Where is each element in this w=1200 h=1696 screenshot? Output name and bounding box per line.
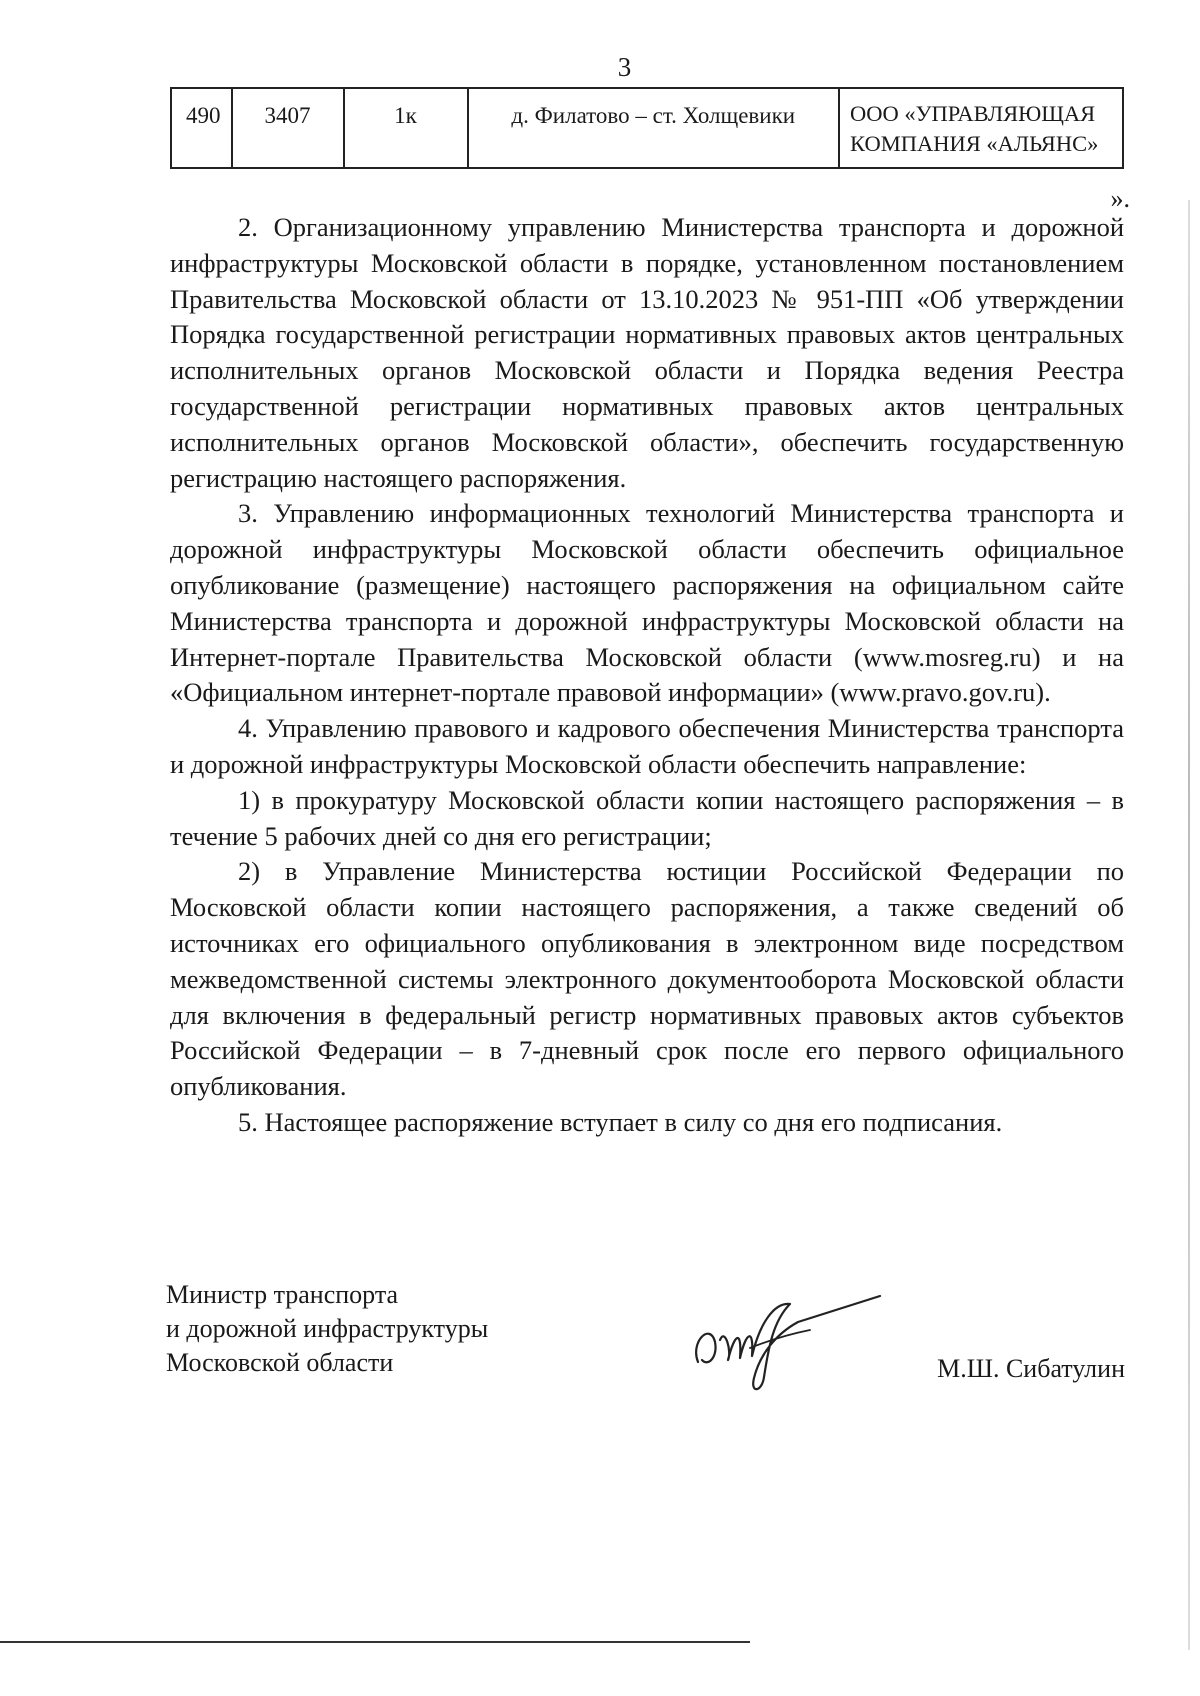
signatory-position xyxy=(166,1278,488,1380)
route-table xyxy=(170,87,1124,169)
position-line-3: Московской области xyxy=(166,1348,394,1377)
carrier-line-1: ООО «УПРАВЛЯЮЩАЯ xyxy=(850,101,1096,126)
carrier-line-2: КОМПАНИЯ «АЛЬЯНС» xyxy=(850,131,1099,156)
cell-registration-number: 3407 xyxy=(232,88,344,168)
paragraph-4-item-1: 1) в прокуратуру Московской области копии настоящего распоряжения – в течение 5 рабочих дней со дня его регистрации; xyxy=(170,784,1124,851)
cell-route-name: д. Филатово – ст. Холщевики xyxy=(468,88,840,168)
position-line-1: Министр транспорта xyxy=(166,1280,399,1309)
document-body xyxy=(170,210,1124,1141)
paragraph-3: 3. Управлению информационных технологий Министерства транспорта и дорожной инфраструктуры Московской области обеспечить официальное опубликование (размещение) настоящего распоряжения на официальном сайте Министерства транспорта и дорожной инфраструктуры Московской области на Интернет-портале Правительства Московской области (www.mosreg.ru) и на «Официальном интернет-портале правовой информации» (www.pravo.gov.ru). xyxy=(170,498,1124,708)
table-row xyxy=(171,88,1123,168)
paragraph-2: 2. Организационному управлению Министерства транспорта и дорожной инфраструктуры Московской области в порядке, установленном постановлением Правительства Московской области от 13.10.2023 № 951-ПП «Об утверждении Порядка государственной регистрации нормативных правовых актов центральных исполнительных органов Московской области и Порядка ведения Реестра государственной регистрации нормативных правовых актов центральных исполнительных органов Московской области», обеспечить государственную регистрацию настоящего распоряжения. xyxy=(170,212,1124,493)
table-closing-quote: ». xyxy=(1110,184,1130,213)
scan-edge-shadow xyxy=(1188,200,1190,1650)
position-line-2: и дорожной инфраструктуры xyxy=(166,1314,489,1343)
handwritten-signature xyxy=(680,1282,890,1402)
paragraph-5: 5. Настоящее распоряжение вступает в силу со дня его подписания. xyxy=(238,1106,1003,1137)
signatory-name: М.Ш. Сибатулин xyxy=(937,1354,1125,1383)
cell-route-number: 1к xyxy=(344,88,468,168)
paragraph-4-item-2: 2) в Управление Министерства юстиции Российской Федерации по Московской области копии настоящего распоряжения, а также сведений об источниках его официального опубликования в электронном виде посредством межведомственной системы электронного документооборота Московской области для включения в федеральный регистр нормативных правовых актов субъектов Российской Федерации – в 7-дневный срок после его первого официального опубликования. xyxy=(170,856,1124,1102)
cell-carrier xyxy=(839,88,1123,168)
page-number: 3 xyxy=(617,52,633,82)
cell-row-number: 490 xyxy=(171,88,232,168)
paragraph-4: 4. Управлению правового и кадрового обеспечения Министерства транспорта и дорожной инфраструктуры Московской области обеспечить направление: xyxy=(170,713,1124,779)
footer-rule xyxy=(0,1641,750,1643)
